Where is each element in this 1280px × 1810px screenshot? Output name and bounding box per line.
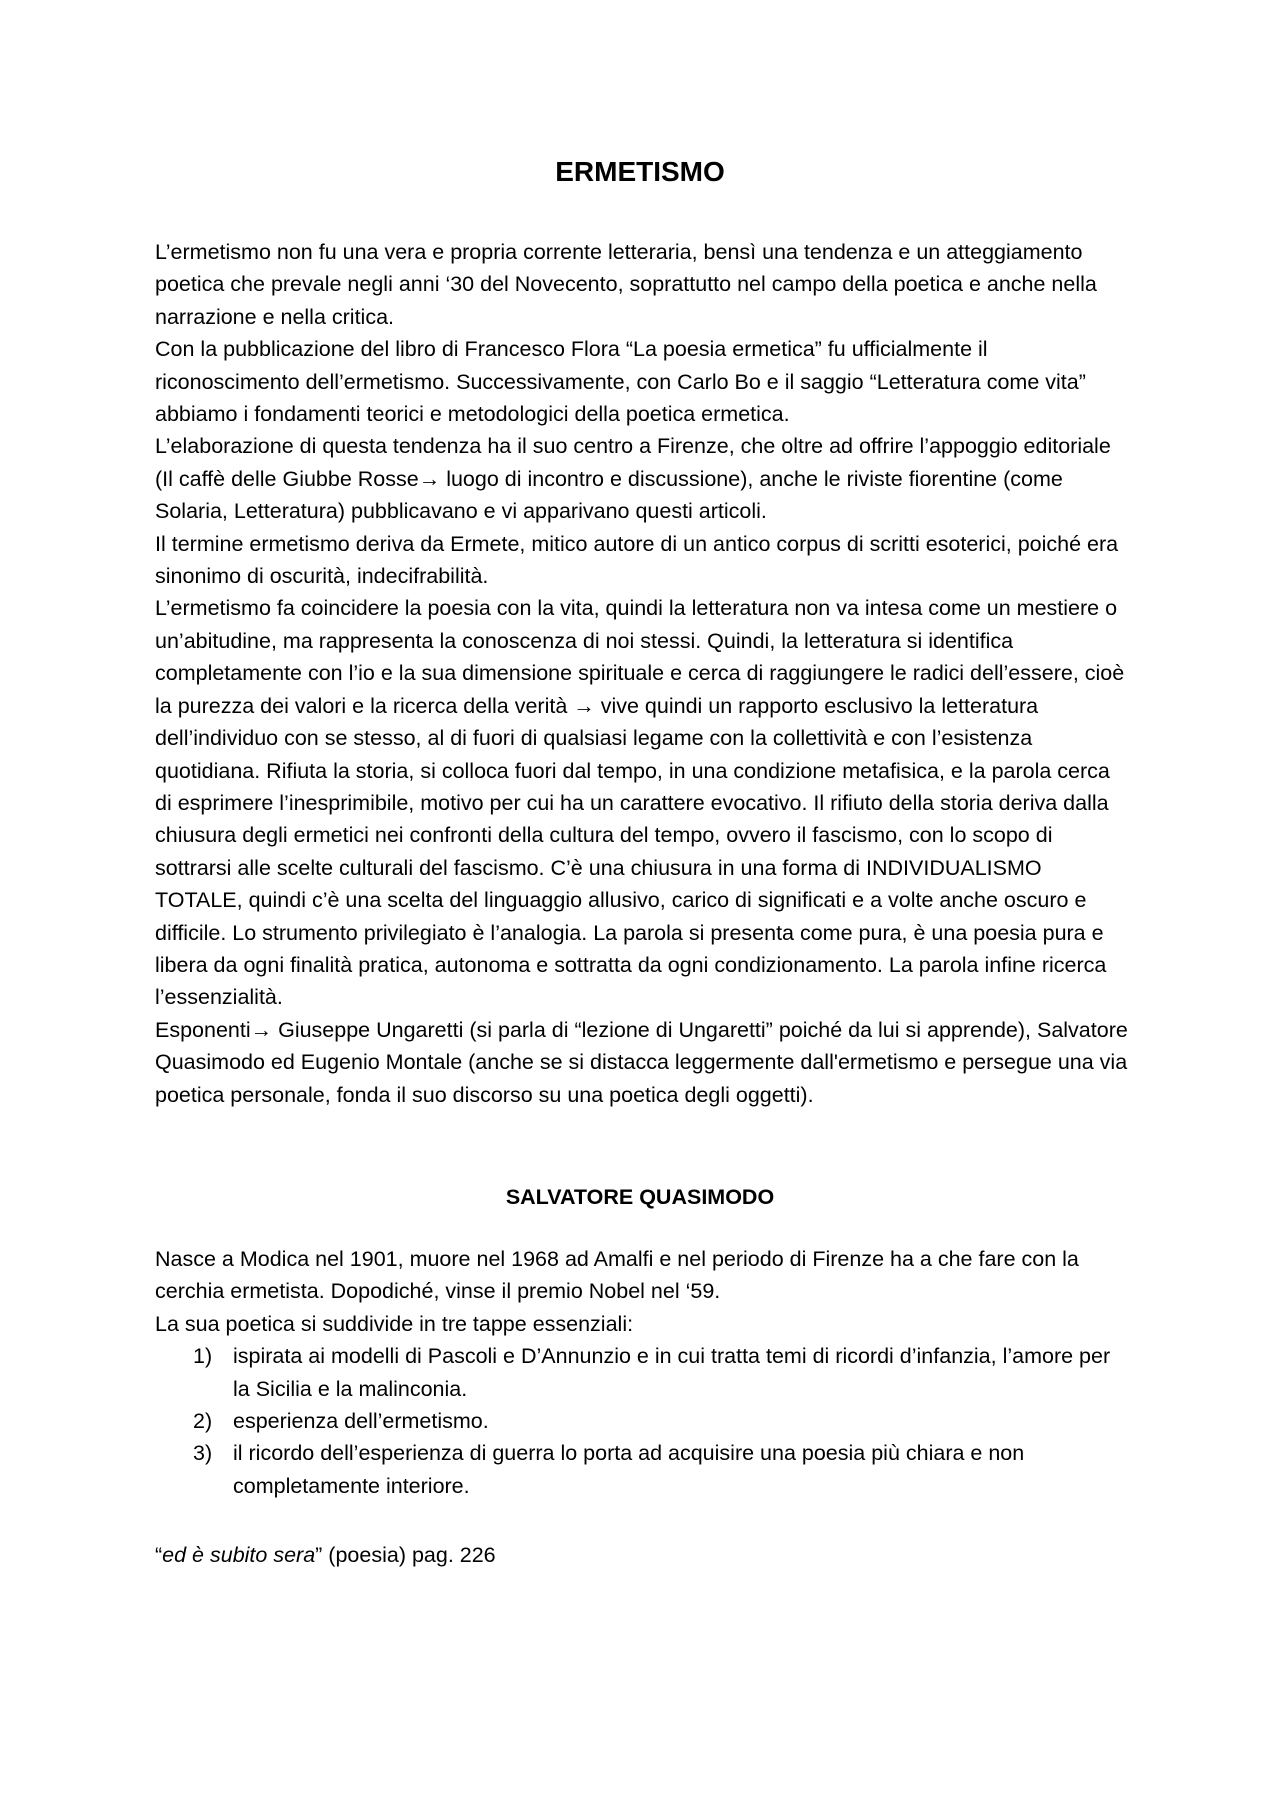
paragraph-exponents: Esponenti→ Giuseppe Ungaretti (si parla di “lezione di Ungaretti” poiché da lui si apprende), Salvatore Quasimodo ed Eugenio Montale (anche se si distacca leggermente dall'ermetismo e persegue una via poetica personale, fonda il suo discorso su una poetica degli oggetti). [155,1017,1128,1107]
stages-list [155,1340,1130,1502]
poem-reference [155,1540,496,1570]
poem-open-quote: “ [155,1543,163,1567]
paragraph-etymology: Il termine ermetismo deriva da Ermete, mitico autore di un antico corpus di scritti esoterici, poiché era sinonimo di oscurità, indecifrabilità. [155,531,1119,589]
document-title: ERMETISMO [555,156,725,187]
ermetismo-body [155,236,1130,1111]
poem-page-reference: ” (poesia) pag. 226 [315,1543,496,1567]
list-item [155,1340,1130,1405]
paragraph-stages-intro: La sua poetica si suddivide in tre tappe essenziali: [155,1311,634,1336]
list-item-text: esperienza dell’ermetismo. [233,1409,489,1434]
list-item [155,1437,1130,1502]
paragraph-recognition: Con la pubblicazione del libro di Francesco Flora “La poesia ermetica” fu ufficialmente il riconoscimento dell’ermetismo. Successivamente, con Carlo Bo e il saggio “Letteratura come vita” abbiamo i fondamenti teorici e metodologici della poetica ermetica. [155,337,1086,427]
list-item-number: 3) [193,1441,213,1466]
quasimodo-body [155,1243,1130,1502]
list-item [155,1405,1130,1437]
list-item-number: 1) [193,1344,213,1369]
paragraph-biography: Nasce a Modica nel 1901, muore nel 1968 ad Amalfi e nel periodo di Firenze ha a che fare con la cerchia ermetista. Dopodiché, vinse il premio Nobel nel ‘59. [155,1247,1079,1304]
paragraph-poetics: L’ermetismo fa coincidere la poesia con la vita, quindi la letteratura non va intesa come un mestiere o un’abitudine, ma rappresenta la conoscenza di noi stessi. Quindi, la letteratura si identifica completamente con l’io e la sua dimensione spirituale e cerca di raggiungere le radici dell’essere, cioè la purezza dei valori e la ricerca della verità → vive quindi un rapporto esclusivo la letteratura dell’individuo con se stesso, al di fuori di qualsiasi legame con la collettività e con l’esistenza quotidiana. Rifiuta la storia, si colloca fuori dal tempo, in una condizione metafisica, e la parola cerca di esprimere l’inesprimibile, motivo per cui ha un carattere evocativo. Il rifiuto della storia deriva dalla chiusura degli ermetici nei confronti della cultura del tempo, ovvero il fascismo, con lo scopo di sottrarsi alle scelte culturali del fascismo. C’è una chiusura in una forma di INDIVIDUALISMO TOTALE, quindi c’è una scelta del linguaggio allusivo, carico di significati e a volte anche oscuro e difficile. Lo strumento privilegiato è l’analogia. La parola si presenta come pura, è una poesia pura e libera da ogni finalità pratica, autonoma e sottratta da ogni condizionamento. La parola infine ricerca l’essenzialità. [155,596,1125,1010]
section-title: SALVATORE QUASIMODO [505,1185,775,1209]
poem-title: ed è subito sera [162,1543,316,1567]
paragraph-definition: L’ermetismo non fu una vera e propria corrente letteraria, bensì una tendenza e un atteggiamento poetica che prevale negli anni ‘30 del Novecento, soprattutto nel campo della poetica e anche nella narrazione e nella critica. [155,240,1097,329]
list-item-text: ispirata ai modelli di Pascoli e D’Annunzio e in cui tratta temi di ricordi d’infanzia, l’amore per la Sicilia e la malinconia. [233,1344,1111,1401]
paragraph-florence: L’elaborazione di questa tendenza ha il suo centro a Firenze, che oltre ad offrire l’appoggio editoriale (Il caffè delle Giubbe Rosse→ luogo di incontro e discussione), anche le riviste fiorentine (come Solaria, Letteratura) pubblicavano e vi apparivano questi articoli. [155,434,1111,524]
list-item-text: il ricordo dell’esperienza di guerra lo porta ad acquisire una poesia più chiara e non completamente interiore. [233,1441,1025,1498]
list-item-number: 2) [193,1409,213,1434]
